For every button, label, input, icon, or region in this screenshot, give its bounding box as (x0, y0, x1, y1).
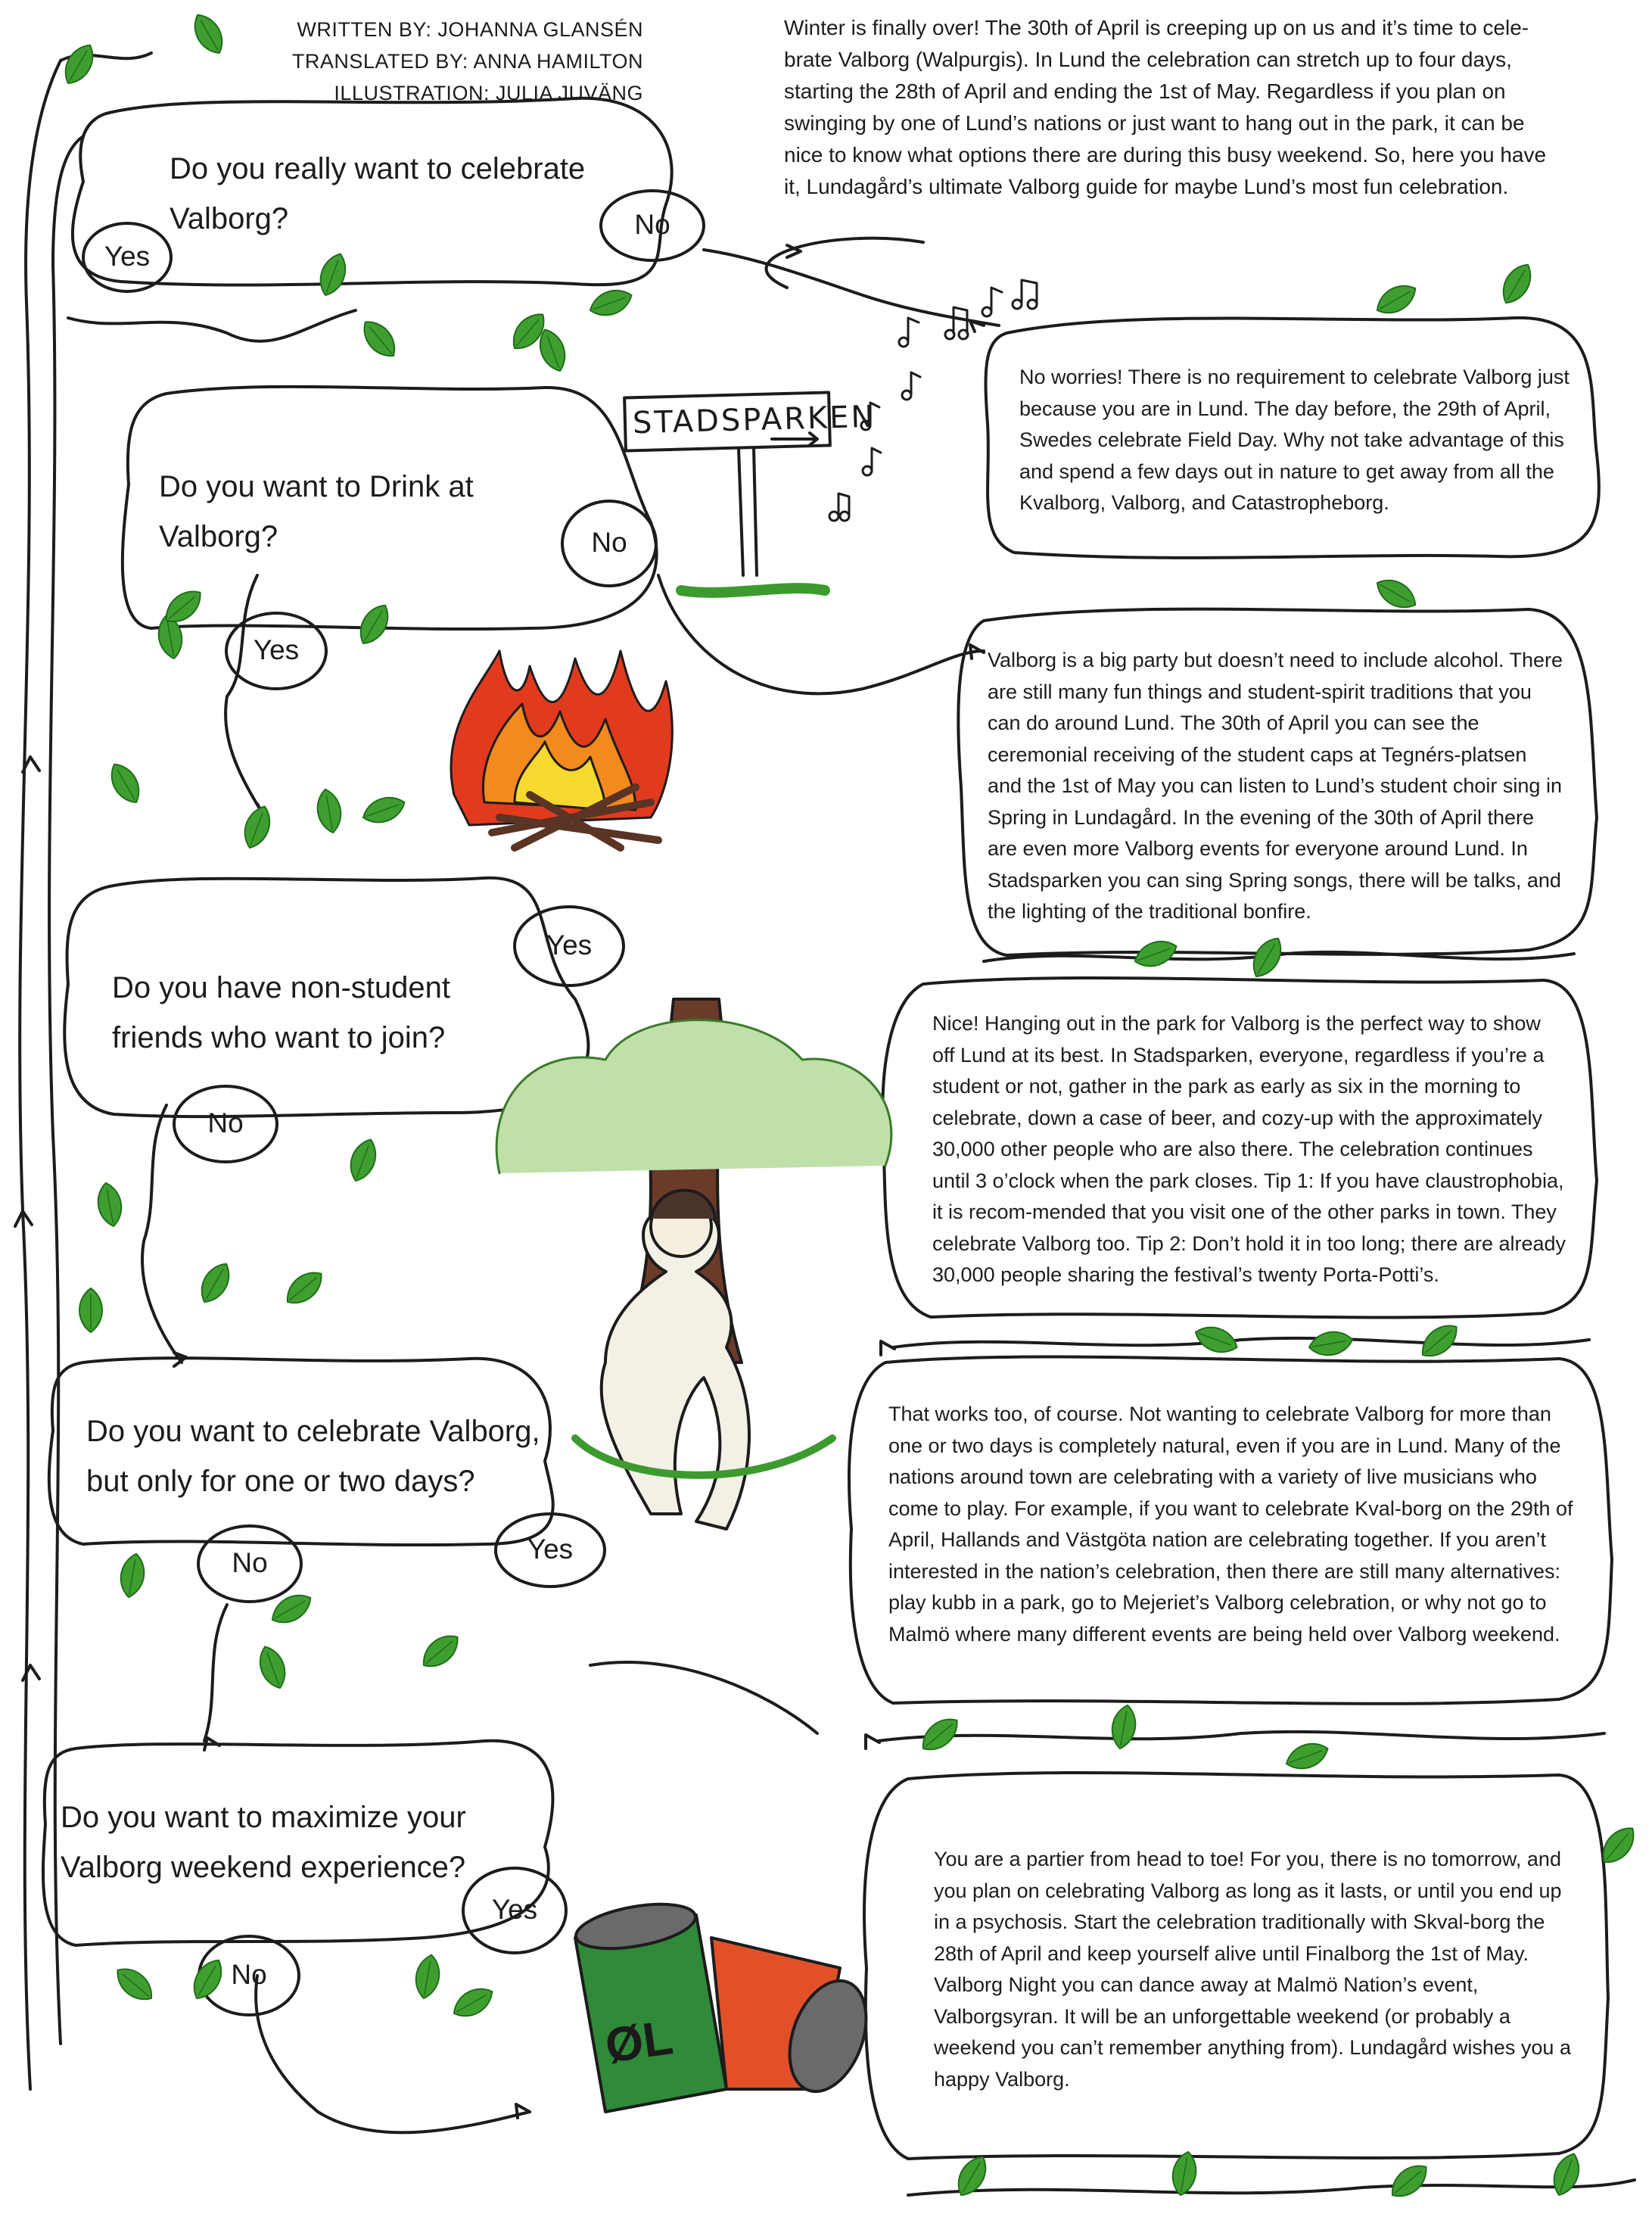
q5-yes-label: Yes (491, 1894, 538, 1925)
outcome-3-text: Nice! Hanging out in the park for Valborg is the perfect way to show off Lund at its best. In Stadsparken, everyone, regardless if you’re a student or not, gather in the park as early as six in the morning to celebrate, down a case of beer, and cozy-up with the approximately 30,000 other people who are also there. The celebration continues until 3 o’clock when the park closes. Tip 1: If you have claustrophobia, it is recom-mended that you visit one of the other parks in town. They celebrate Valborg too. Tip 2: Don’t hold it in too long; there are already 30,000 people sharing the festival’s twenty Porta-Potti’s. (932, 1012, 1566, 1286)
person (602, 1211, 749, 1529)
q3-no-label: No (207, 1107, 244, 1138)
question-1-text: Do you really want to celebrate Valborg? (170, 152, 586, 235)
q2-yes-label: Yes (253, 634, 300, 665)
question-3-text: Do you have non-student friends who want to join? (112, 971, 450, 1054)
q5-no-label: No (231, 1959, 267, 1990)
q3-yes-label: Yes (546, 930, 593, 961)
credits (227, 14, 643, 109)
outcome-4-text: That works too, of course. Not wanting to celebrate Valborg for more than one or two days is completely natural, even if you are in Lund. Many of the nations around town are celebrating with a variety of live musicians who come to play. For example, if you want to celebrate Kval-borg on the 29th of April, Hallands and Västgöta nation are celebrating together. If you aren’t interested in the nation’s celebration, then there are still many alternatives: play kubb in a park, go to Mejeriet’s Valborg celebration, or why not go to Malmö where many different events are being held over Valborg weekend. (888, 1403, 1573, 1646)
outcome-1-text: No worries! There is no requirement to celebrate Valborg just because you are in Lund. The day before, the 29th of April, Swedes celebrate Field Day. Why not take advantage of this and spend a few days out in nature to get away from all the Kvalborg, Valborg, and Catastropheborg. (1019, 366, 1570, 514)
can-label: ØL (602, 2010, 677, 2073)
sign-text: STADSPARKEN (632, 399, 876, 441)
question-4-text: Do you want to celebrate Valborg, but only for one or two days? (86, 1415, 540, 1498)
credit-illustration: ILLUSTRATION: JULIA JUVÄNG (334, 82, 643, 104)
question-5-text: Do you want to maximize your Valborg weekend experience? (61, 1801, 466, 1884)
q4-no-label: No (232, 1547, 268, 1578)
bonfire (451, 651, 672, 848)
credit-written-by: WRITTEN BY: JOHANNA GLANSÉN (297, 18, 643, 41)
q2-no-label: No (591, 527, 627, 558)
beer-cans (573, 1897, 881, 2112)
outcome-5-text: You are a partier from head to toe! For you, there is no tomorrow, and you plan on celebrating Valborg as long as it lasts, or until you end up in a psychosis. Start the celebration traditionally with Skval-borg the 28th of April and keep yourself alive until Finalborg the 1st of May. Valborg Night you can dance away at Malmö Nation’s event, Valborgsyran. It will be an unforgettable weekend (or probably a weekend you can’t remember anything from). Lundagård wishes you a happy Valborg. (934, 1848, 1571, 2091)
q4-yes-label: Yes (527, 1534, 574, 1565)
tree-canopy (496, 1020, 891, 1174)
intro-text: Winter is finally over! The 30th of April is creeping up on us and it’s time to cele-brate Valborg (Walpurgis). In Lund the celebration can stretch up to four days, starting the 28th of April and ending the 1st of May. Regardless if you plan on swinging by one of Lund’s nations or just want to hang out in the park, it can be nice to know what options there are during this busy weekend. So, here you have it, Lundagård’s ultimate Valborg guide for maybe Lund’s most fun celebration. (784, 16, 1547, 198)
outcome-2-text: Valborg is a big party but doesn’t need to include alcohol. There are still many fun things and student-spirit traditions that you can do around Lund. The 30th of April you can see the ceremonial receiving of the student caps at Tegnérs-platsen and the 1st of May you can listen to Lund’s student choir sing in Spring in Lundagård. In the evening of the 30th of April there are even more Valborg events for everyone around Lund. In Stadsparken you can sing Spring songs, there will be talks, and the lighting of the traditional bonfire. (988, 649, 1563, 923)
credit-translated-by: TRANSLATED BY: ANNA HAMILTON (291, 50, 643, 73)
question-2-text: Do you want to Drink at Valborg? (159, 470, 474, 553)
q1-yes-label: Yes (104, 241, 151, 272)
q1-no-label: No (634, 209, 670, 240)
